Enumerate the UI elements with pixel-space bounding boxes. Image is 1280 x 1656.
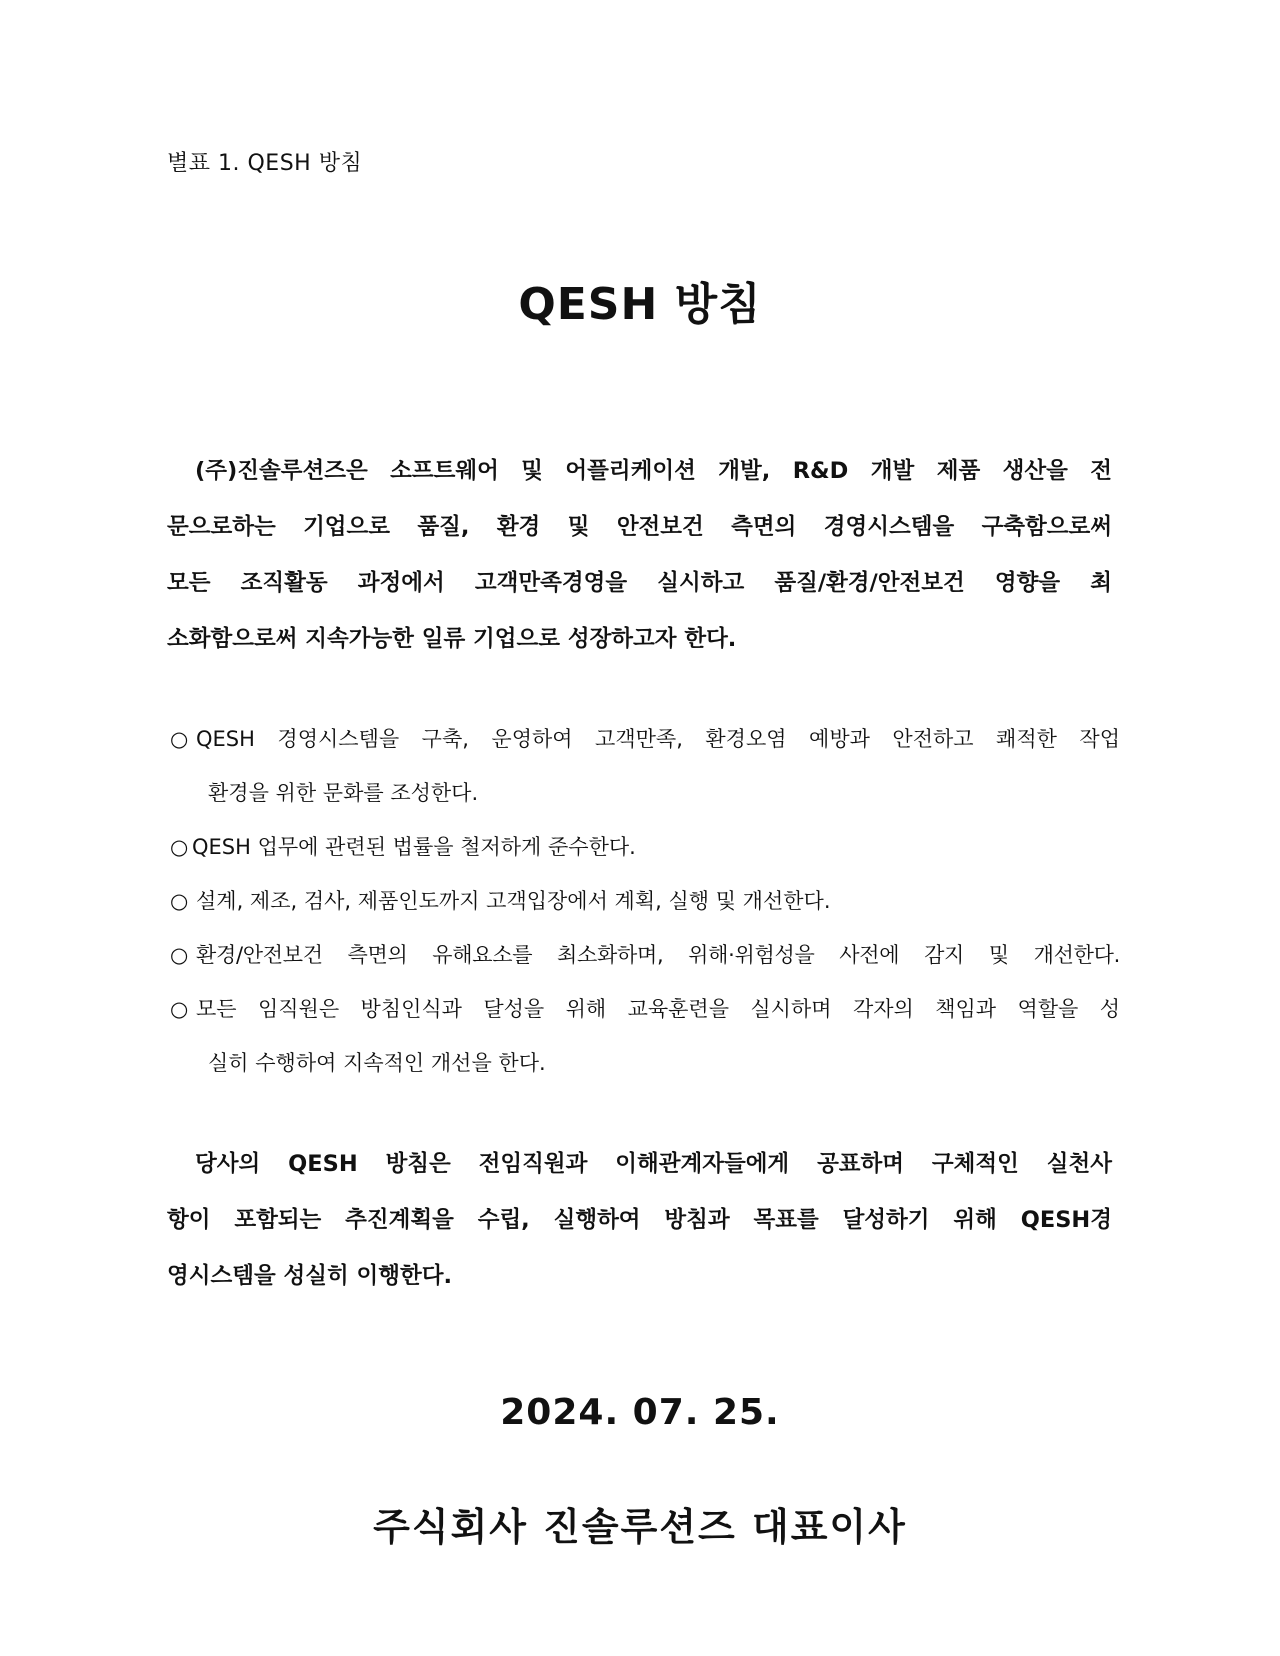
policy-item-line [170,712,1120,766]
intro-line: 소화함으로써 지속가능한 일류 기업으로 성장하고자 한다. [167,626,737,652]
policy-item [170,928,1120,982]
policy-item [170,874,1120,928]
policy-item-line [170,820,1120,874]
policy-item [170,712,1120,820]
intro-line: (주)진솔루션즈은 소프트웨어 및 어플리케이션 개발, R&D 개발 제품 생산을 전 [195,458,1112,484]
policy-item-line [170,928,1120,982]
circle-bullet-icon: ○ [170,943,189,967]
policy-item-text: QESH 업무에 관련된 법률을 철저하게 준수한다. [192,835,636,859]
policy-item-line [170,982,1120,1036]
policy-item-text: 설계, 제조, 검사, 제품인도까지 고객입장에서 계획, 실행 및 개선한다. [196,889,831,913]
circle-bullet-icon: ○ [170,889,189,913]
policy-item-continuation: 환경을 위한 문화를 조성한다. [208,781,479,805]
circle-bullet-icon: ○ [170,997,189,1021]
closing-paragraph [167,1136,1112,1304]
intro-line: 문으로하는 기업으로 품질, 환경 및 안전보건 측면의 경영시스템을 구축함으로써 [167,514,1112,540]
document-title: QESH 방침 [518,279,762,330]
policy-list [170,712,1120,1090]
intro-line: 모든 조직활동 과정에서 고객만족경영을 실시하고 품질/환경/안전보건 영향을 최 [167,570,1112,596]
document-date: 2024. 07. 25. [500,1392,780,1433]
policy-item [170,982,1120,1090]
closing-line: 영시스템을 성실히 이행한다. [167,1263,453,1289]
circle-bullet-icon: ○ [170,727,189,751]
annex-label: 별표 1. QESH 방침 [167,151,363,176]
closing-line: 당사의 QESH 방침은 전임직원과 이해관계자들에게 공표하며 구체적인 실천사 [195,1151,1112,1177]
signer-name: 주식회사 진솔루션즈 대표이사 [373,1505,907,1549]
policy-item-text: 모든 임직원은 방침인식과 달성을 위해 교육훈련을 실시하며 각자의 책임과 역할을 성 [196,997,1120,1021]
policy-item-continuation: 실히 수행하여 지속적인 개선을 한다. [208,1051,546,1075]
policy-item-text: QESH 경영시스템을 구축, 운영하여 고객만족, 환경오염 예방과 안전하고 쾌적한 작업 [196,727,1120,751]
policy-item [170,820,1120,874]
closing-line: 항이 포함되는 추진계획을 수립, 실행하여 방침과 목표를 달성하기 위해 QESH경 [167,1207,1112,1233]
policy-item-line [170,874,1120,928]
policy-item-text: 환경/안전보건 측면의 유해요소를 최소화하며, 위해·위험성을 사전에 감지 및 개선한다. [196,943,1120,967]
circle-bullet-icon: ○ [170,835,189,859]
intro-paragraph [167,443,1112,667]
